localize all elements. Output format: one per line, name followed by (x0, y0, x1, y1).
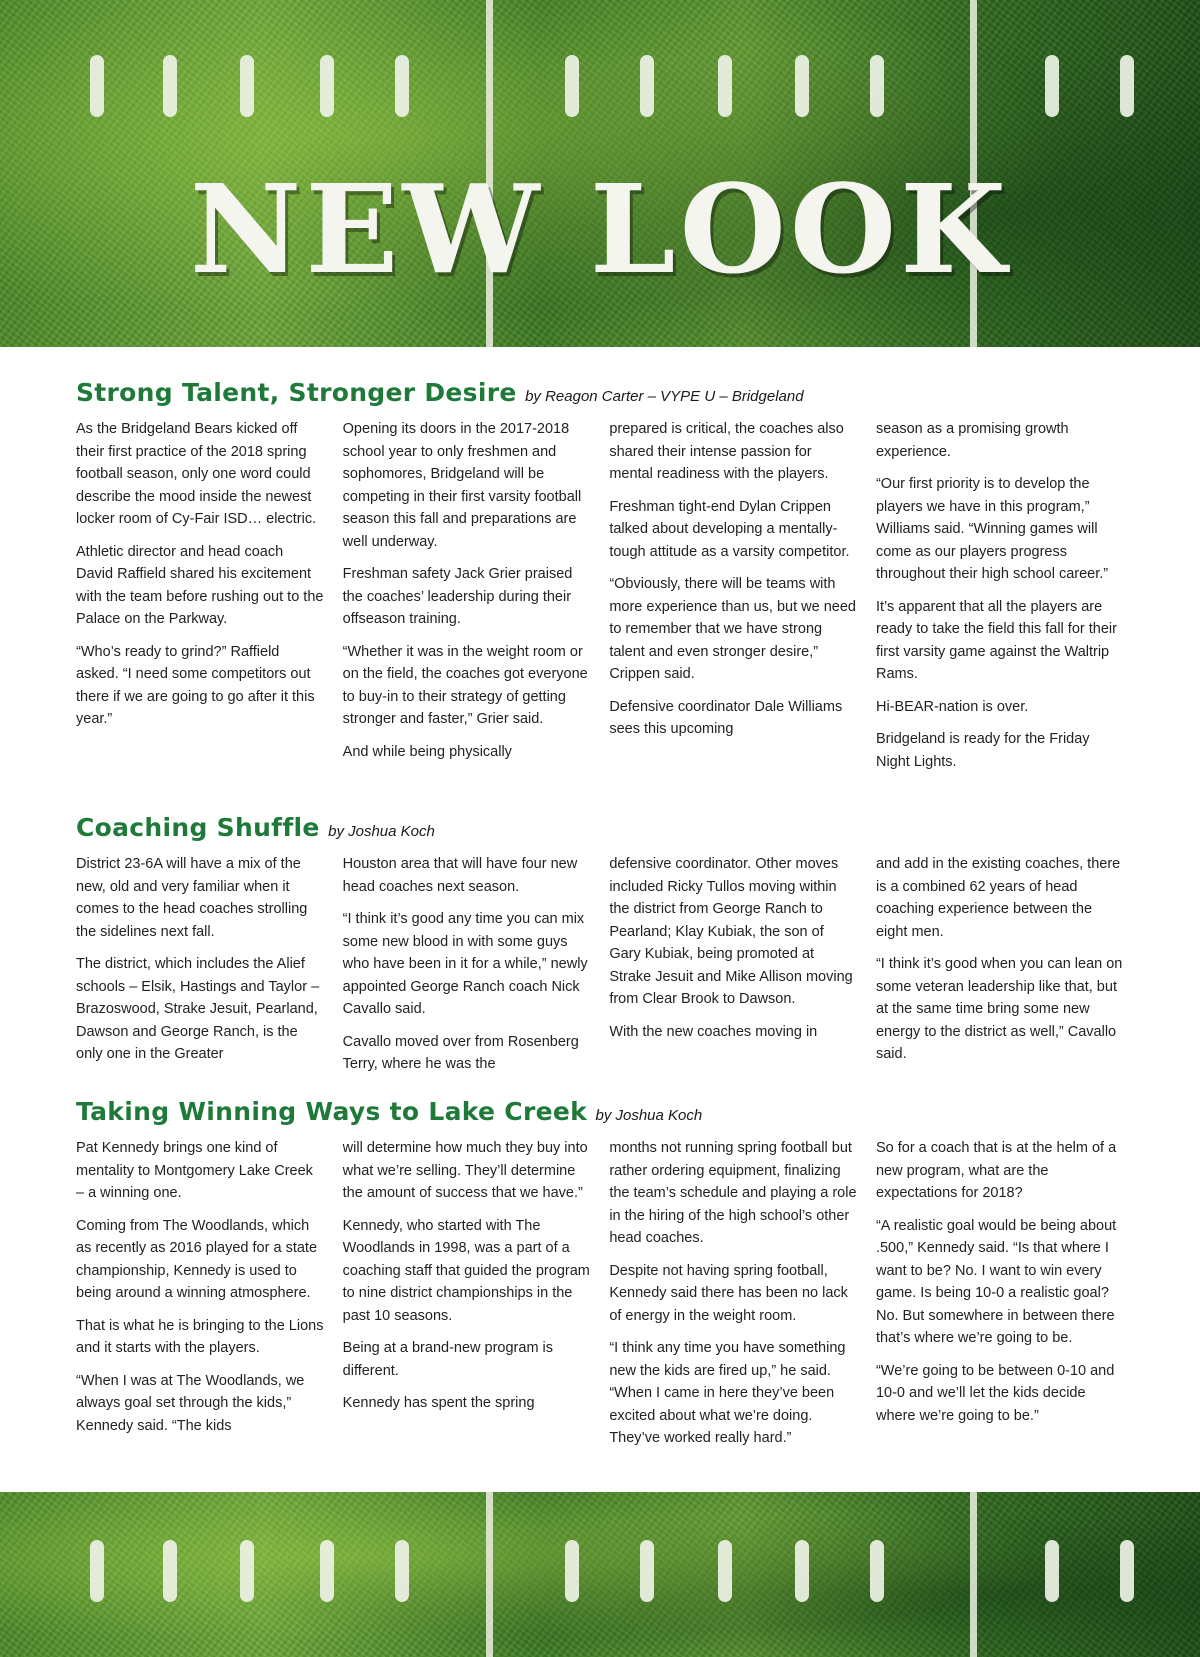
article-columns (76, 1137, 1124, 1460)
paragraph: months not running spring football but rather ordering equipment, finalizing the team’s schedule and playing a role in the hiring of the high school’s other head coaches. (609, 1140, 857, 1246)
paragraph: Athletic director and head coach David Raffield shared his excitement with the team before rushing out to the Palace on the Parkway. (76, 543, 324, 627)
article-byline: by Reagon Carter – VYPE U – Bridgeland (525, 388, 804, 405)
paragraph: That is what he is bringing to the Lions and it starts with the players. (76, 1317, 324, 1356)
hash-mark (90, 1540, 104, 1602)
text-column (609, 1137, 857, 1460)
hash-mark (163, 55, 177, 117)
paragraph: “Who’s ready to grind?” Raffield asked. “I need some competitors out there if we are going to go after it this year.” (76, 643, 315, 727)
paragraph: “Obviously, there will be teams with more experience than us, but we need to remember that we have strong talent and even stronger desire,” Crippen said. (609, 576, 856, 682)
hash-mark (565, 55, 579, 117)
hash-mark (640, 1540, 654, 1602)
text-column (343, 1137, 591, 1460)
yard-line (970, 1492, 977, 1657)
hash-mark (718, 1540, 732, 1602)
paragraph: “Whether it was in the weight room or on the field, the coaches got everyone to buy-in to their strategy of getting stronger and faster,” Grier said. (342, 643, 588, 727)
article-columns (76, 418, 1124, 783)
article-title: Strong Talent, Stronger Desire (76, 378, 517, 407)
text-column (76, 853, 324, 1086)
paragraph: “I think any time you have something new the kids are fired up,” he said. “When I came in here they’ve been excited about what we’re doing. They’ve worked really hard.” (609, 1340, 846, 1446)
paragraph: It’s apparent that all the players are ready to take the field this fall for their first varsity game against the Waltrip Rams. (875, 598, 1117, 682)
paragraph: “We’re going to be between 0-10 and 10-0 and we’ll let the kids decide where we’re going to be.” (875, 1362, 1115, 1424)
hash-mark (240, 1540, 254, 1602)
paragraph: Defensive coordinator Dale Williams sees this upcoming (609, 698, 843, 737)
hash-mark (320, 55, 334, 117)
article-header (76, 1097, 1124, 1137)
header-turf-banner (0, 0, 1200, 347)
paragraph: Hi-BEAR-nation is over. (875, 698, 1029, 715)
paragraph: Opening its doors in the 2017-2018 school year to only freshmen and sophomores, Bridgeland will be competing in their first varsity football season this fall and preparations are well underway. (342, 421, 582, 550)
paragraph: will determine how much they buy into what we’re selling. They’ll determine the amount of success that we have.” (342, 1140, 588, 1201)
text-column (76, 418, 324, 783)
text-column (609, 853, 857, 1086)
hash-mark (1045, 55, 1059, 117)
text-column (876, 1137, 1124, 1460)
hash-mark (320, 1540, 334, 1602)
paragraph: District 23-6A will have a mix of the new, old and very familiar when it comes to the head coaches strolling the sidelines next fall. (76, 856, 308, 940)
paragraph: and add in the existing coaches, there is a combined 62 years of head coaching experience between the eight men. (875, 856, 1121, 940)
article-header (76, 813, 1124, 853)
hash-mark (1045, 1540, 1059, 1602)
yard-line (486, 1492, 493, 1657)
paragraph: And while being physically (342, 743, 512, 760)
text-column (876, 853, 1124, 1086)
paragraph: prepared is critical, the coaches also shared their intense passion for mental readiness with the players. (609, 421, 844, 482)
paragraph: “Our first priority is to develop the players we have in this program,” Williams said. “Winning games will come as our players progress throughout their high school career.” (875, 476, 1109, 582)
paragraph: season as a promising growth experience. (875, 421, 1069, 460)
paragraph: Coming from The Woodlands, which as recently as 2016 played for a state championship, Kennedy is used to being around a winning atmosphere. (76, 1217, 318, 1301)
paragraph: Houston area that will have four new head coaches next season. (342, 856, 578, 895)
hash-mark (795, 55, 809, 117)
hash-mark (565, 1540, 579, 1602)
paragraph: “When I was at The Woodlands, we always goal set through the kids,” Kennedy said. “The kids (76, 1372, 305, 1434)
page-headline: NEW LOOK (189, 157, 1011, 301)
article-title: Taking Winning Ways to Lake Creek (76, 1097, 588, 1126)
text-column (343, 853, 591, 1086)
paragraph: “A realistic goal would be being about .500,” Kennedy said. “Is that where I want to be? No. I want to win every game. Is being 10-0 a realistic goal? No. But somewhere in between there that’s where we’re going to be. (875, 1217, 1117, 1346)
article-columns (76, 853, 1124, 1086)
hash-mark (163, 1540, 177, 1602)
paragraph: “I think it’s good any time you can mix some new blood in with some guys who have been in it for a while,” newly appointed George Ranch coach Nick Cavallo said. (342, 911, 588, 1017)
hash-mark (640, 55, 654, 117)
article-header (76, 378, 1124, 418)
paragraph: Despite not having spring football, Kennedy said there has been no lack of energy in the weight room. (609, 1262, 848, 1324)
text-column (609, 418, 857, 783)
footer-turf-banner (0, 1492, 1200, 1657)
paragraph: defensive coordinator. Other moves included Ricky Tullos moving within the district from George Ranch to Pearland; Klay Kubiak, the son of Gary Kubiak, being promoted at Strake Jesuit and Mike Allison moving from Clear Brook to Dawson. (609, 856, 853, 1007)
paragraph: As the Bridgeland Bears kicked off their first practice of the 2018 spring football season, only one word could describe the mood inside the newest locker room of Cy-Fair ISD… electric. (76, 421, 317, 527)
hash-mark (240, 55, 254, 117)
paragraph: “I think it’s good when you can lean on some veteran leadership like that, but at the same time bring some new energy to the district as well,” Cavallo said. (875, 956, 1123, 1062)
paragraph: Kennedy, who started with The Woodlands in 1998, was a part of a coaching staff that guided the program to nine district championships in the past 10 seasons. (342, 1217, 590, 1324)
hash-mark (90, 55, 104, 117)
paragraph: The district, which includes the Alief schools – Elsik, Hastings and Taylor – Brazoswood, Strake Jesuit, Pearland, Dawson and George Ranch, is the only one in the Greater (76, 956, 320, 1062)
article-lake-creek (76, 1097, 1124, 1460)
paragraph: Freshman safety Jack Grier praised the coaches’ leadership during their offseason training. (342, 566, 573, 627)
article-byline: by Joshua Koch (595, 1107, 703, 1124)
paragraph: Being at a brand-new program is different. (342, 1340, 554, 1379)
hash-mark (795, 1540, 809, 1602)
paragraph: Cavallo moved over from Rosenberg Terry, where he was the (342, 1033, 579, 1072)
text-column (76, 1137, 324, 1460)
paragraph: With the new coaches moving in (609, 1023, 818, 1040)
hash-mark (1120, 1540, 1134, 1602)
article-byline: by Joshua Koch (328, 823, 435, 840)
hash-mark (870, 55, 884, 117)
article-strong-talent (76, 378, 1124, 783)
hash-mark (395, 55, 409, 117)
hash-mark (718, 55, 732, 117)
hash-mark (395, 1540, 409, 1602)
article-title: Coaching Shuffle (76, 813, 320, 842)
paragraph: Pat Kennedy brings one kind of mentality to Montgomery Lake Creek – a winning one. (76, 1140, 313, 1201)
text-column (876, 418, 1124, 783)
hash-mark (1120, 55, 1134, 117)
paragraph: Bridgeland is ready for the Friday Night Lights. (875, 731, 1090, 770)
article-coaching-shuffle (76, 813, 1124, 1086)
hash-mark (870, 1540, 884, 1602)
paragraph: Freshman tight-end Dylan Crippen talked about developing a mentally-tough attitude as a varsity competitor. (609, 498, 850, 560)
paragraph: So for a coach that is at the helm of a new program, what are the expectations for 2018? (875, 1140, 1117, 1201)
paragraph: Kennedy has spent the spring (342, 1395, 535, 1411)
text-column (343, 418, 591, 783)
